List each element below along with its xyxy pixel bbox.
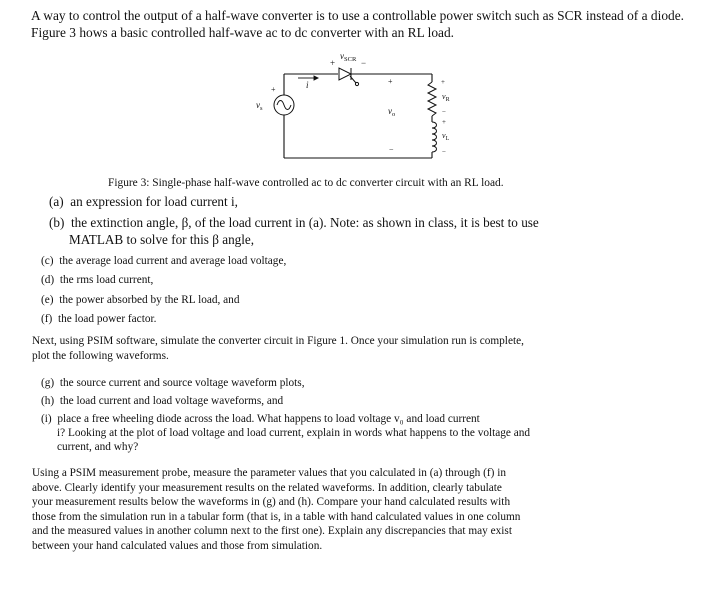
source-label: $v_s$ <box>256 100 263 112</box>
resistor-plus: + <box>441 78 445 86</box>
resistor-label: $v_R$ <box>442 92 450 103</box>
question-f: (f) the load power factor. <box>41 313 157 325</box>
output-plus: + <box>388 77 393 86</box>
question-e: (e) the power absorbed by the RL load, and <box>41 294 240 306</box>
figure-caption: Figure 3: Single-phase half-wave controlled ac to dc converter circuit with an RL load. <box>108 177 504 189</box>
question-i: (i) place a free wheeling diode across the load. What happens to load voltage v₀ and load current i? Looking at the plot of load voltage and load current, explain in words what happens to the voltage and current, and why? <box>41 413 531 453</box>
resistor-icon <box>428 82 436 116</box>
question-b: (b) the extinction angle, β, of the load current in (a). Note: as shown in class, it is best to use MATLAB to solve for this β angle, <box>49 215 539 247</box>
final-paragraph: Using a PSIM measurement probe, measure the parameter values that you calculated in (a) through (f) in above. Clearly identify your measurement results on the related waveforms. In addition, clearly tabulate your measurement results below the waveforms in (g) and (h). Compare your hand calculated results with those from the simulation run in a tabular form (that is, in a table with hand calculated values in one column and the measured values in another column next to the first one). Explain any discrepancies that may exist between your hand calculated values and those from simulation. <box>32 467 521 552</box>
question-a: (a) an expression for load current i, <box>49 194 238 209</box>
scr-plus: + <box>330 58 336 68</box>
ac-source-icon <box>274 95 294 115</box>
inductor-minus: − <box>442 148 446 156</box>
circuit-diagram <box>240 44 480 166</box>
simulation-intro: Next, using PSIM software, simulate the converter circuit in Figure 1. Once your simulation run is complete, plot the following waveforms. <box>32 335 524 362</box>
question-h: (h) the load current and load voltage waveforms, and <box>41 395 284 407</box>
inductor-icon <box>432 122 437 152</box>
resistor-minus: − <box>442 108 446 116</box>
current-label: i <box>306 80 309 90</box>
intro-paragraph: A way to control the output of a half-wave converter is to use a controllable power switch such as SCR instead of a diode. Figure 3 hows a basic controlled half-wave ac to dc converter with an RL load. <box>31 8 684 40</box>
question-g: (g) the source current and source voltage waveform plots, <box>41 377 305 389</box>
question-d: (d) the rms load current, <box>41 274 154 286</box>
scr-label: $v_{SCR}$ <box>340 51 357 63</box>
scr-icon <box>339 68 359 86</box>
output-label: $v_o$ <box>388 106 396 118</box>
question-c: (c) the average load current and average load voltage, <box>41 255 287 267</box>
output-minus: − <box>389 145 394 154</box>
scr-minus: − <box>361 58 367 68</box>
inductor-plus: + <box>442 118 446 126</box>
source-plus: + <box>271 85 276 94</box>
inductor-label: $v_L$ <box>442 131 450 142</box>
